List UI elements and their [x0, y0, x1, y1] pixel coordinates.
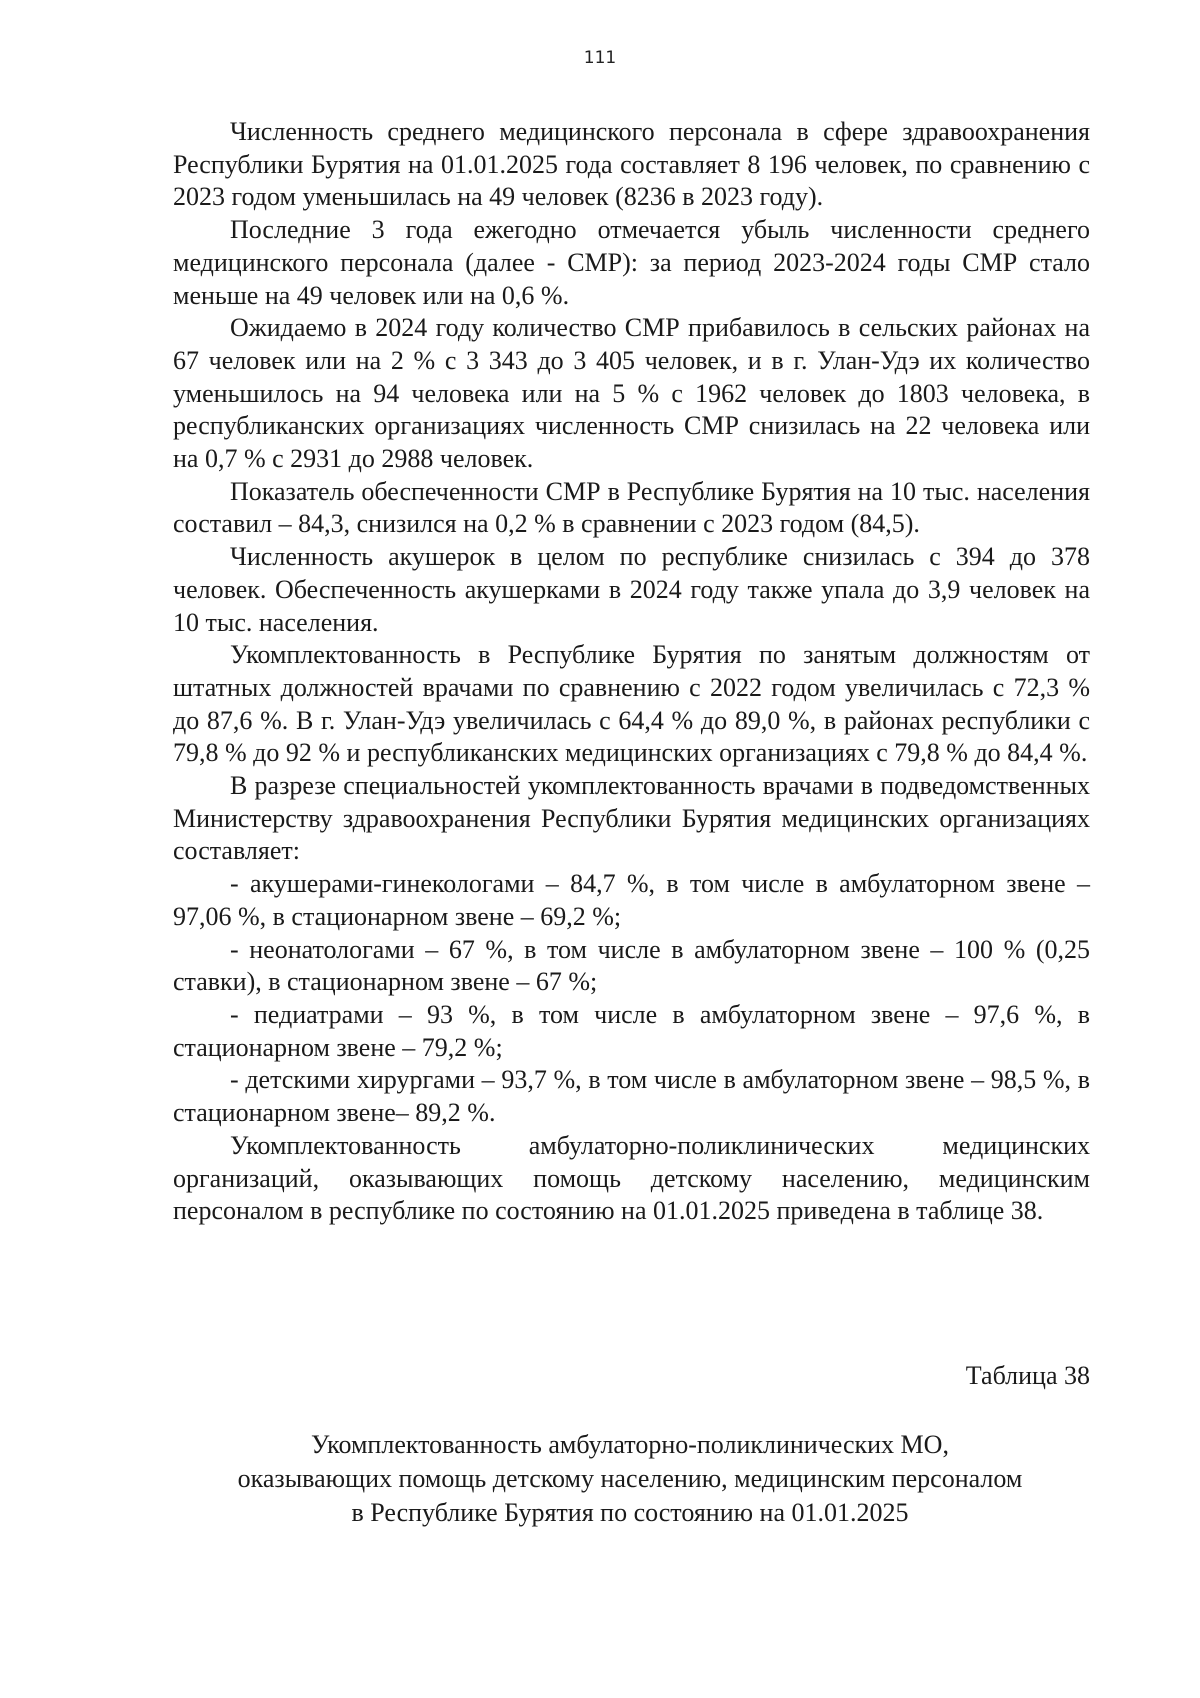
table-title-line: оказывающих помощь детскому населению, медицинским персоналом — [237, 1464, 1023, 1493]
table-title — [150, 1428, 1110, 1530]
list-item-neonatologists: - неонатологами – 67 %, в том числе в амбулаторном звене – 100 % (0,25 ставки), в стационарном звене – 67 %; — [173, 934, 1090, 997]
table-title-line: Укомплектованность амбулаторно-поликлинических МО, — [311, 1430, 949, 1459]
paragraph-table-reference: Укомплектованность амбулаторно-поликлинических медицинских организаций, оказывающих помощь детскому населению, медицинским персоналом в республике по состоянию на 01.01.2025 приведена в таблице 38. — [173, 1130, 1090, 1226]
list-item-pediatric-surgeons: - детскими хирургами – 93,7 %, в том числе в амбулаторном звене – 98,5 %, в стационарном звене– 89,2 %. — [173, 1065, 1090, 1128]
paragraph-regional-distribution: Ожидаемо в 2024 году количество СМР прибавилось в сельских районах на 67 человек или на 2 % с 3 343 до 3 405 человек, и в г. Улан-Удэ их количество уменьшилось на 94 человека или на 5 % с 1962 человек до 1803 человека, в республиканских организациях численность СМР снизилась на 22 человека или на 0,7 % с 2931 до 2988 человек. — [173, 313, 1090, 474]
paragraph-mid-staff-count: Численность среднего медицинского персонала в сфере здравоохранения Республики Бурятия на 01.01.2025 года составляет 8 196 человек, по сравнению с 2023 годом уменьшилась на 49 человек (8236 в 2023 году). — [173, 117, 1090, 212]
paragraph-provision-rate: Показатель обеспеченности СМР в Республике Бурятия на 10 тыс. населения составил – 84,3, снизился на 0,2 % в сравнении с 2023 годом (84,5). — [173, 476, 1090, 539]
body-text — [173, 116, 1090, 1228]
paragraph-staffing-level: Укомплектованность в Республике Бурятия по занятым должностям от штатных должностей врачами по сравнению с 2022 годом увеличилась с 72,3 % до 87,6 %. В г. Улан-Удэ увеличилась с 64,4 % до 89,0 %, в районах республики с 79,8 % до 92 % и республиканских медицинских организациях с 79,8 % до 84,4 %. — [173, 640, 1090, 768]
paragraph-specialties-intro: В разрезе специальностей укомплектованность врачами в подведомственных Министерству здравоохранения Республики Бурятия медицинских организациях составляет: — [173, 771, 1090, 866]
list-item-pediatricians: - педиатрами – 93 %, в том числе в амбулаторном звене – 97,6 %, в стационарном звене – 79,2 %; — [173, 999, 1090, 1062]
table-title-line: в Республике Бурятия по состоянию на 01.01.2025 — [351, 1498, 909, 1527]
list-item-obstetricians: - акушерами-гинекологами – 84,7 %, в том числе в амбулаторном звене – 97,06 %, в стационарном звене – 69,2 %; — [173, 869, 1090, 931]
paragraph-staff-decline: Последние 3 года ежегодно отмечается убыль численности среднего медицинского персонала (далее - СМР): за период 2023-2024 годы СМР стало меньше на 49 человек или на 0,6 %. — [173, 215, 1090, 310]
page-number: 111 — [583, 48, 617, 68]
table-caption: Таблица 38 — [965, 1361, 1090, 1390]
paragraph-midwives: Численность акушерок в целом по республике снизилась с 394 до 378 человек. Обеспеченность акушерками в 2024 году также упала до 3,9 человек на 10 тыс. населения. — [173, 542, 1090, 637]
